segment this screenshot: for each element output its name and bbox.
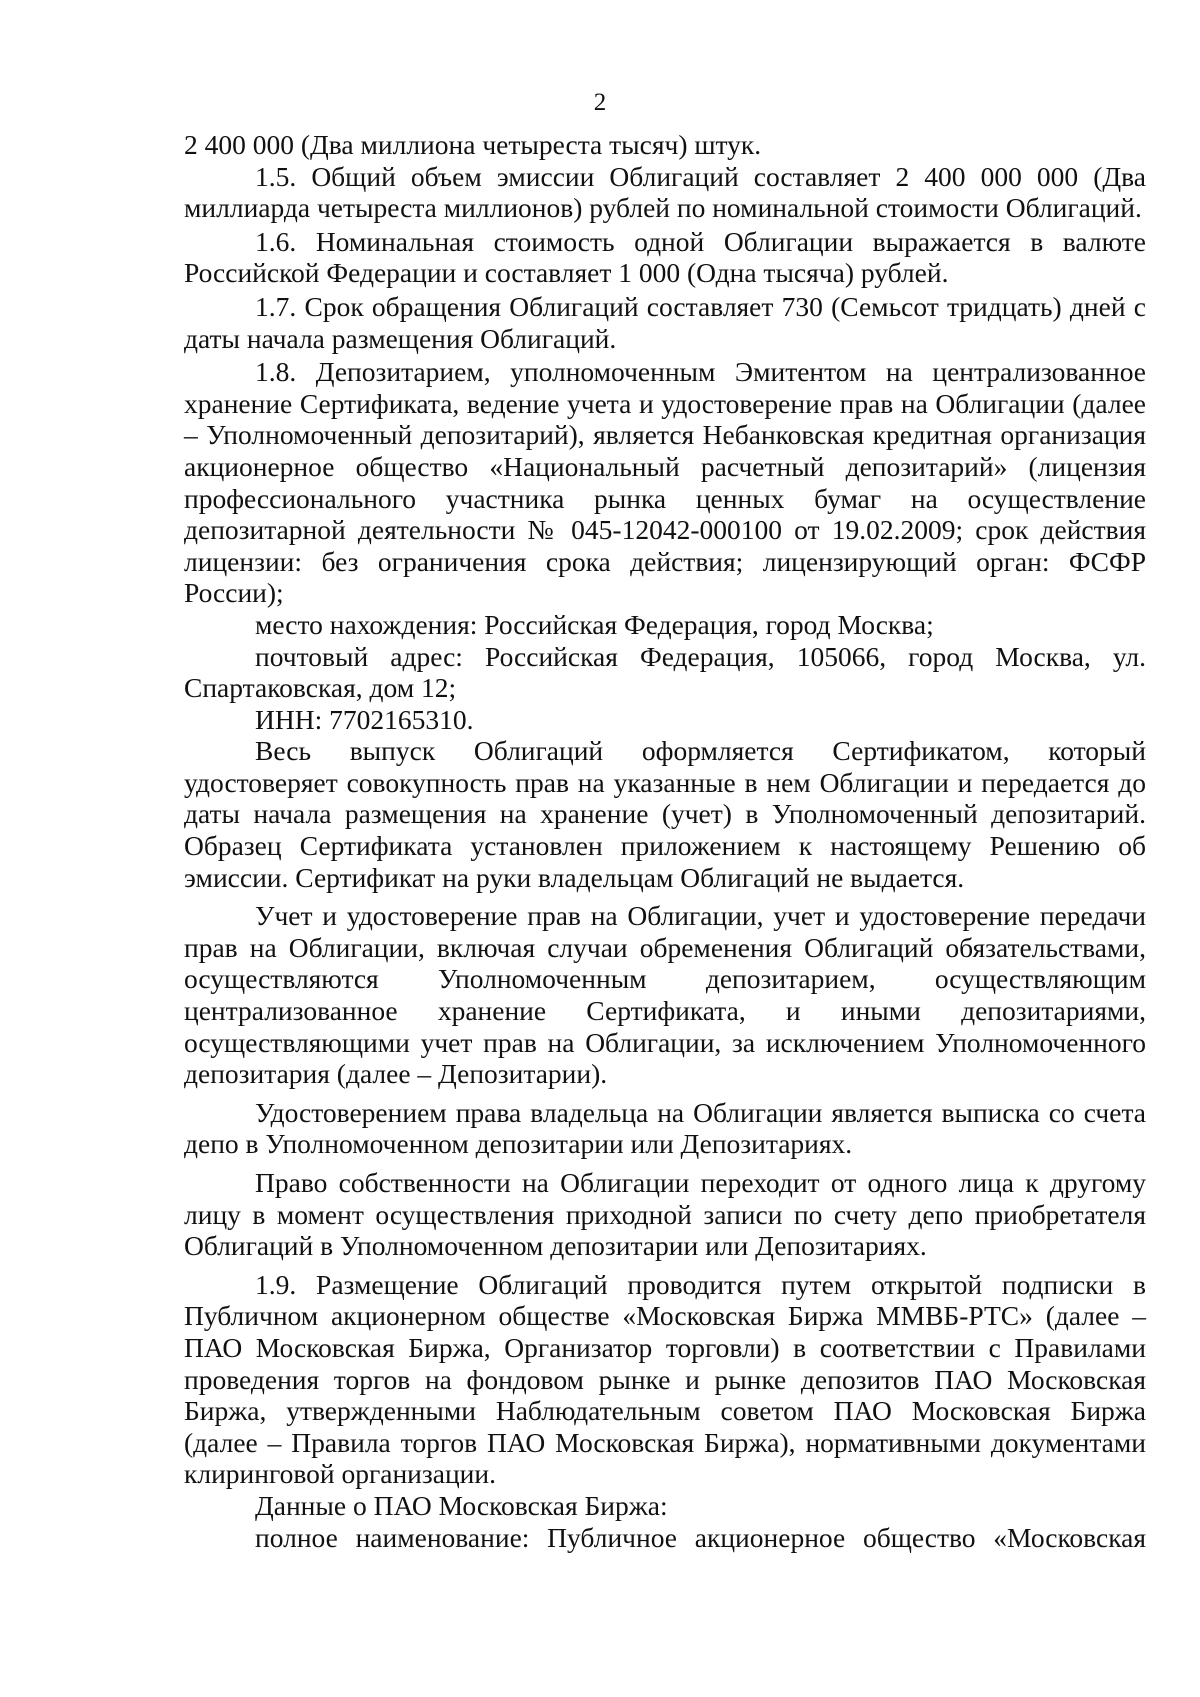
paragraph-ownership-transfer: Право собственности на Облигации переходит от одного лица к другому лицу в момент осуществления приходной записи по счету депо приобретателя Облигаций в Уполномоченном депозитарии или Депозитариях. (184, 1167, 1146, 1262)
page-number: 2 (593, 89, 607, 116)
paragraph-1-5-total-issue: 1.5. Общий объем эмиссии Облигаций составляет 2 400 000 000 (Два миллиарда четыреста миллионов) рублей по номинальной стоимости Облигаций. (184, 160, 1146, 224)
paragraph-exchange-full-name: полное наименование: Публичное акционерное общество «Московская (255, 1521, 1146, 1553)
paragraph-quantity-continuation: 2 400 000 (Два миллиона четыреста тысяч) штук. (184, 129, 762, 160)
paragraph-1-7-circulation-term: 1.7. Срок обращения Облигаций составляет 730 (Семьсот тридцать) дней с даты начала размещения Облигаций. (184, 290, 1146, 354)
paragraph-location: место нахождения: Российская Федерация, город Москва; (255, 608, 934, 640)
paragraph-ownership-certification: Удостоверением права владельца на Облигации является выписка со счета депо в Уполномоченном депозитарии или Депозитариях. (184, 1096, 1146, 1160)
document-body (184, 129, 1146, 1553)
paragraph-1-6-nominal-value: 1.6. Номинальная стоимость одной Облигации выражается в валюте Российской Федерации и составляет 1 000 (Одна тысяча) рублей. (184, 225, 1146, 289)
paragraph-rights-accounting: Учет и удостоверение прав на Облигации, учет и удостоверение передачи прав на Облигации, включая случаи обременения Облигаций обязательствами, осуществляются Уполномоченным депозитарием, осуществляющим централизованное хранение Сертификата, и иными депозитариями, осуществляющими учет прав на Облигации, за исключением Уполномоченного депозитария (далее – Депозитарии). (184, 900, 1146, 1090)
paragraph-exchange-data-heading: Данные о ПАО Московская Биржа: (255, 1489, 668, 1521)
paragraph-certificate: Весь выпуск Облигаций оформляется Сертификатом, который удостоверяет совокупность прав на указанные в нем Облигации и передается до даты начала размещения на хранение (учет) в Уполномоченный депозитарий. Образец Сертификата установлен приложением к настоящему Решению об эмиссии. Сертификат на руки владельцам Облигаций не выдается. (184, 735, 1146, 893)
paragraph-postal-address: почтовый адрес: Российская Федерация, 105066, город Москва, ул. Спартаковская, дом 12; (184, 640, 1146, 704)
paragraph-inn: ИНН: 7702165310. (255, 703, 474, 735)
paragraph-1-9-placement: 1.9. Размещение Облигаций проводится путем открытой подписки в Публичном акционерном обществе «Московская Биржа ММВБ-РТС» (далее – ПАО Московская Биржа, Организатор торговли) в соответствии с Правилами проведения торгов на фондовом рынке и рынке депозитов ПАО Московская Биржа, утвержденными Наблюдательным советом ПАО Московская Биржа (далее – Правила торгов ПАО Московская Биржа), нормативными документами клиринговой организации. (184, 1268, 1146, 1490)
paragraph-1-8-depositary: 1.8. Депозитарием, уполномоченным Эмитентом на централизованное хранение Сертификата, ведение учета и удостоверение прав на Облигации (далее – Уполномоченный депозитарий), является Небанковская кредитная организация акционерное общество «Национальный расчетный депозитарий» (лицензия профессионального участника рынка ценных бумаг на осуществление депозитарной деятельности № 045-12042-000100 от 19.02.2009; срок действия лицензии: без ограничения срока действия; лицензирующий орган: ФСФР России); (184, 356, 1146, 609)
